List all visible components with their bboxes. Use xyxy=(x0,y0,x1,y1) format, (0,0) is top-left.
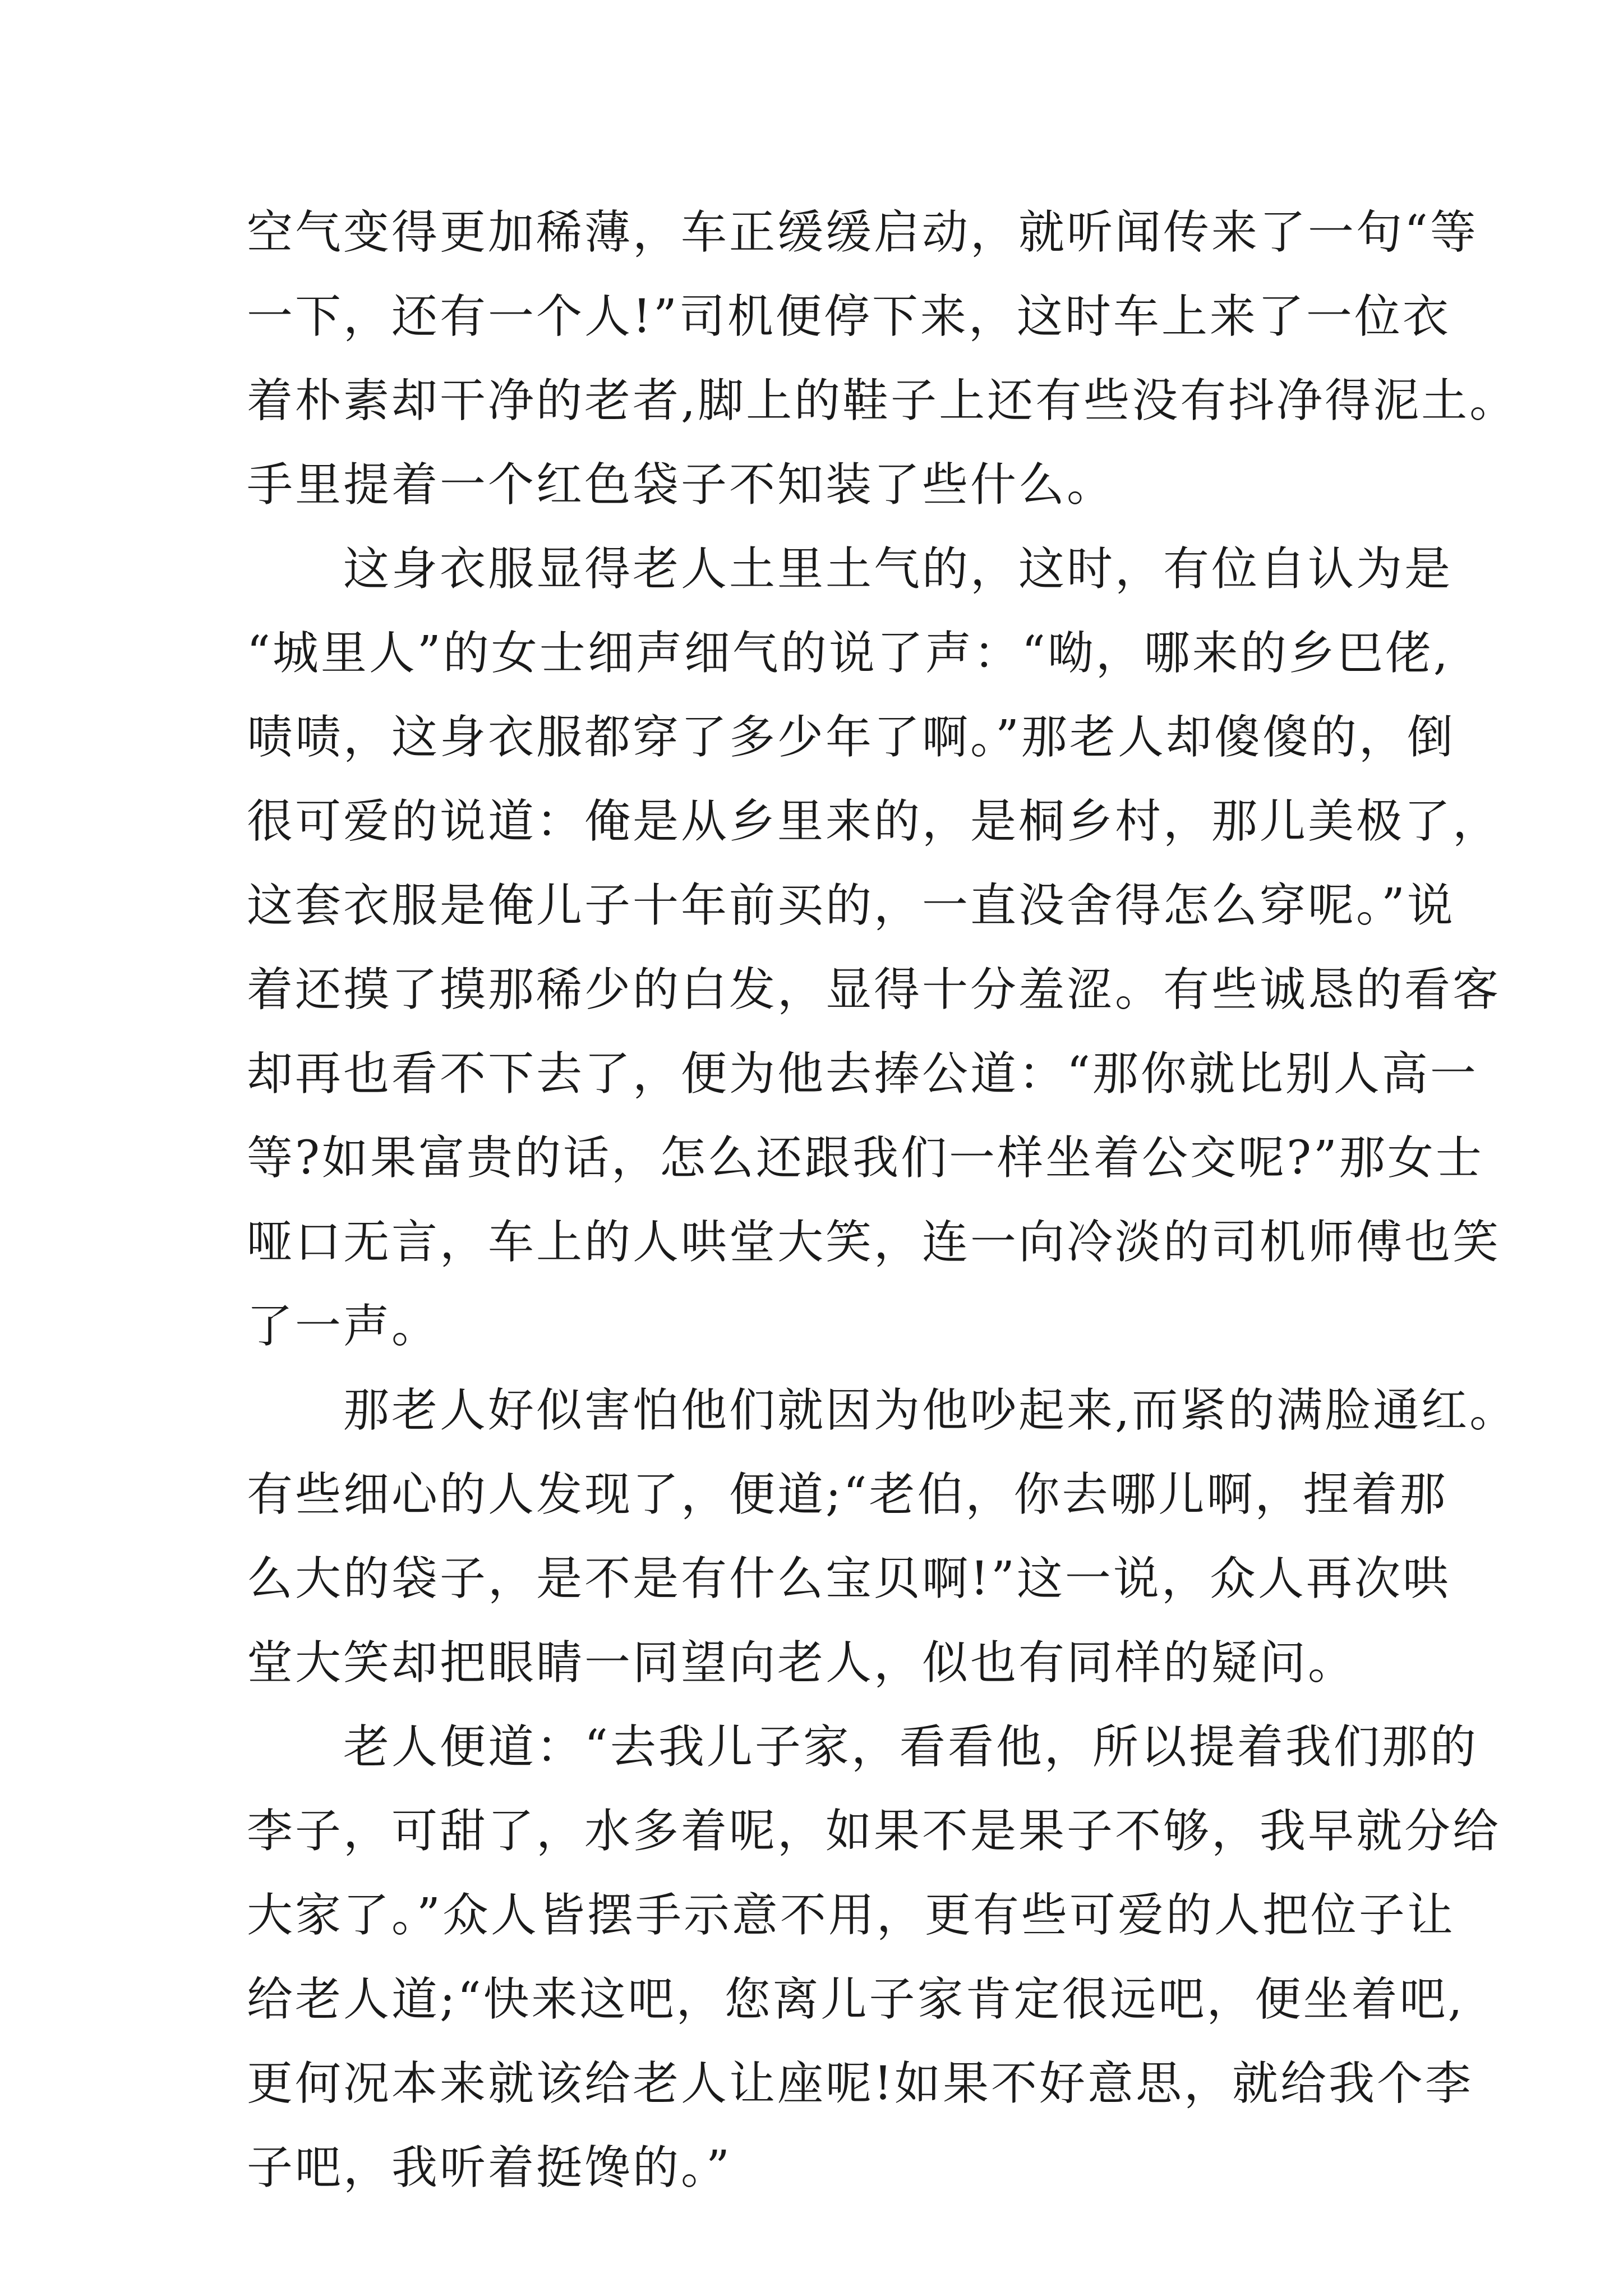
text-line: 大家了。”众人皆摆手示意不用，更有些可爱的人把位子让 xyxy=(247,1889,1455,1942)
text-line: 这套衣服是俺儿子十年前买的，一直没舍得怎么穿呢。”说 xyxy=(247,879,1455,932)
text-line: 一下，还有一个人!”司机便停下来，这时车上来了一位衣 xyxy=(247,290,1451,343)
paragraph-1 xyxy=(247,191,1518,527)
text-line: 李子，可甜了，水多着呢，如果不是果子不够，我早就分给 xyxy=(247,1805,1501,1858)
text-line: 堂大笑却把眼睛一同望向老人，似也有同样的疑问。 xyxy=(247,1636,1357,1690)
text-line: “城里人”的女士细声细气的说了声：“呦，哪来的乡巴佬, xyxy=(247,627,1450,680)
text-line: 么大的袋子，是不是有什么宝贝啊!”这一说，众人再次哄 xyxy=(247,1552,1451,1605)
text-line: 老人便道：“去我儿子家，看看他，所以提着我们那的 xyxy=(247,1720,1478,1774)
document-body xyxy=(247,191,1518,2210)
paragraph-2 xyxy=(247,527,1501,1369)
paragraph-4 xyxy=(247,1705,1501,2210)
text-line: 很可爱的说道：俺是从乡里来的，是桐乡村，那儿美极了， xyxy=(247,795,1501,848)
text-line: 手里提着一个红色袋子不知装了些什么。 xyxy=(247,458,1115,512)
text-line: 着还摸了摸那稀少的白发，显得十分羞涩。有些诚恳的看客 xyxy=(247,963,1501,1016)
text-line: 更何况本来就该给老人让座呢!如果不好意思，就给我个李 xyxy=(247,2057,1473,2110)
paragraph-3 xyxy=(247,1369,1518,1705)
text-line: 子吧，我听着挺馋的。” xyxy=(247,2141,732,2194)
text-line: 了一声。 xyxy=(247,1300,440,1353)
text-line: 等?如果富贵的话，怎么还跟我们一样坐着公交呢?”那女士 xyxy=(247,1131,1484,1185)
text-line: 有些细心的人发现了，便道;“老伯，你去哪儿啊，捏着那 xyxy=(247,1468,1448,1521)
text-line: 着朴素却干净的老者,脚上的鞋子上还有些没有抖净得泥土。 xyxy=(247,374,1518,427)
text-line: 给老人道;“快来这吧，您离儿子家肯定很远吧，便坐着吧, xyxy=(247,1973,1465,2026)
text-line: 啧啧，这身衣服都穿了多少年了啊。”那老人却傻傻的，倒 xyxy=(247,711,1455,764)
text-line: 那老人好似害怕他们就因为他吵起来,而紧的满脸通红。 xyxy=(247,1384,1518,1437)
text-line: 空气变得更加稀薄，车正缓缓启动，就听闻传来了一句“等 xyxy=(247,206,1478,259)
text-line: 却再也看不下去了，便为他去捧公道：“那你就比别人高一 xyxy=(247,1047,1478,1101)
text-line: 这身衣服显得老人土里土气的，这时，有位自认为是 xyxy=(247,542,1453,596)
text-line: 哑口无言，车上的人哄堂大笑，连一向冷淡的司机师傅也笑 xyxy=(247,1216,1501,1269)
